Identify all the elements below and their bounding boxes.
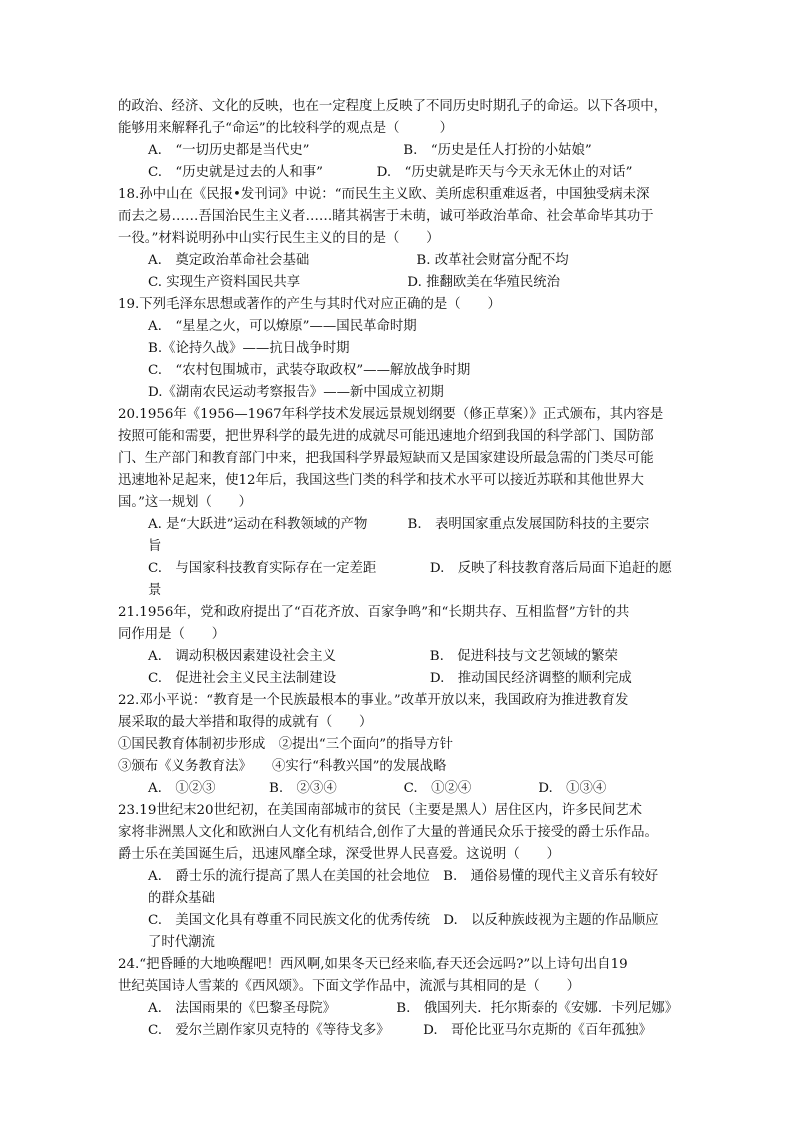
question-22-options: A. ①②③ B. ②③④ C. ①②④ D. ①③④ bbox=[148, 781, 607, 796]
question-21-options-ab: A. 调动积极因素建设社会主义 B. 促进科技与文艺领域的繁荣 bbox=[148, 649, 618, 664]
question-18-stem-line-3: 一役。”材料说明孙中山实行民生主义的目的是（ ） bbox=[118, 231, 440, 246]
question-18-options-ab: A. 奠定政治革命社会基础 B. 改革社会财富分配不均 bbox=[148, 253, 569, 268]
question-22-items-12: ①国民教育体制初步形成 ②提出“三个面向”的指导方针 bbox=[118, 737, 454, 752]
question-19-option-d: D.《湖南农民运动考察报告》——新中国成立初期 bbox=[148, 385, 444, 400]
question-20-stem-line-1: 20.1956年《1956—1967年科学技术发展远景规划纲要（修正草案）》正式颁布，其内容是 bbox=[118, 407, 664, 422]
question-18-stem-line-2: 而去之易……吾国治民生主义者……睹其祸害于未萌，诚可举政治革命、社会革命毕其功于 bbox=[118, 209, 654, 224]
question-17-stem-line-1: 的政治、经济、文化的反映，也在一定程度上反映了不同历史时期孔子的命运。以下各项中， bbox=[118, 99, 668, 114]
question-20-option-d-wrap: 景 bbox=[148, 583, 162, 598]
question-20-stem-line-2: 按照可能和需要，把世界科学的最先进的成就尽可能迅速地介绍到我国的科学部门、国防部 bbox=[118, 429, 654, 444]
question-17-options-ab: A. “一切历史都是当代史” B. “历史是任人打扮的小姑娘” bbox=[148, 143, 592, 158]
question-24-options-ab: A. 法国雨果的《巴黎圣母院》 B. 俄国列夫．托尔斯泰的《安娜．卡列尼娜》 bbox=[148, 1001, 679, 1016]
question-21-stem-line-1: 21.1956年，党和政府提出了“百花齐放、百家争鸣”和“长期共存、互相监督”方针的共 bbox=[118, 605, 630, 620]
question-20-stem-line-4: 迅速地补足起来，使12年后，我国这些门类的科学和技术水平可以接近苏联和其他世界大 bbox=[118, 473, 644, 488]
question-22-stem-line-2: 展采取的最大举措和取得的成就有（ ） bbox=[118, 715, 373, 730]
question-23-option-b-wrap: 的群众基础 bbox=[148, 891, 215, 906]
question-23-options-cd: C. 美国文化具有尊重不同民族文化的优秀传统 D. 以反种族歧视为主题的作品顺应 bbox=[148, 913, 659, 928]
question-18-options-cd: C. 实现生产资料国民共享 D. 推翻欧美在华殖民统治 bbox=[148, 275, 560, 290]
question-19-option-a: A. “星星之火，可以燎原”——国民革命时期 bbox=[148, 319, 417, 334]
question-23-options-ab: A. 爵士乐的流行提高了黑人在美国的社会地位 B. 通俗易懂的现代主义音乐有较好 bbox=[148, 869, 659, 884]
question-19-stem: 19.下列毛泽东思想或著作的产生与其时代对应正确的是（ ） bbox=[118, 297, 501, 312]
question-22-stem-line-1: 22.邓小平说：“教育是一个民族最根本的事业。”改革开放以来，我国政府为推进教育发 bbox=[118, 693, 629, 708]
question-24-stem-line-1: 24.“把昏睡的大地唤醒吧！西风啊,如果冬天已经来临,春天还会远吗?”以上诗句出自19 bbox=[118, 957, 628, 972]
question-21-stem-line-2: 同作用是（ ） bbox=[118, 627, 226, 642]
question-24-options-cd: C. 爱尔兰剧作家贝克特的《等待戈多》 D. 哥伦比亚马尔克斯的《百年孤独》 bbox=[148, 1023, 652, 1038]
question-20-option-b-wrap: 旨 bbox=[148, 539, 162, 554]
question-19-option-b: B.《论持久战》——抗日战争时期 bbox=[148, 341, 350, 356]
question-20-stem-line-3: 门、生产部门和教育部门中来，把我国科学界最短缺而又是国家建设所最急需的门类尽可能 bbox=[118, 451, 654, 466]
question-20-options-ab: A. 是“大跃进”运动在科教领域的产物 B. 表明国家重点发展国防科技的主要宗 bbox=[148, 517, 650, 532]
question-18-stem-line-1: 18.孙中山在《民报•发刊词》中说：“而民生主义欧、美所虑积重难返者，中国独受病未深 bbox=[118, 187, 650, 202]
question-24-stem-line-2: 世纪英国诗人雪莱的《西风颂》。下面文学作品中，流派与其相同的是（ ） bbox=[118, 979, 580, 994]
question-23-option-d-wrap: 了时代潮流 bbox=[148, 935, 215, 950]
question-21-options-cd: C. 促进社会主义民主法制建设 D. 推动国民经济调整的顺利完成 bbox=[148, 671, 632, 686]
question-23-stem-line-2: 家将非洲黑人文化和欧洲白人文化有机结合,创作了大量的普通民众乐于接受的爵士乐作品。 bbox=[118, 825, 658, 840]
question-20-stem-line-5: 国。”这一规划（ ） bbox=[118, 495, 253, 510]
question-23-stem-line-1: 23.19世纪末20世纪初，在美国南部城市的贫民（主要是黑人）居住区内，许多民间艺术 bbox=[118, 803, 643, 818]
question-17-stem-line-2: 能够用来解释孔子“命运”的比较科学的观点是（ ） bbox=[118, 121, 454, 136]
question-19-option-c: C. “农村包围城市，武装夺取政权”——解放战争时期 bbox=[148, 363, 471, 378]
question-22-items-34: ③颁布《义务教育法》 ④实行“科教兴国”的发展战略 bbox=[118, 759, 447, 774]
question-23-stem-line-3: 爵士乐在美国诞生后，迅速风靡全球，深受世界人民喜爱。这说明（ ） bbox=[118, 847, 560, 862]
question-20-options-cd: C. 与国家科技教育实际存在一定差距 D. 反映了科技教育落后局面下追赶的愿 bbox=[148, 561, 672, 576]
question-17-options-cd: C. “历史就是过去的人和事” D. “历史就是昨天与今天永无休止的对话” bbox=[148, 165, 633, 180]
